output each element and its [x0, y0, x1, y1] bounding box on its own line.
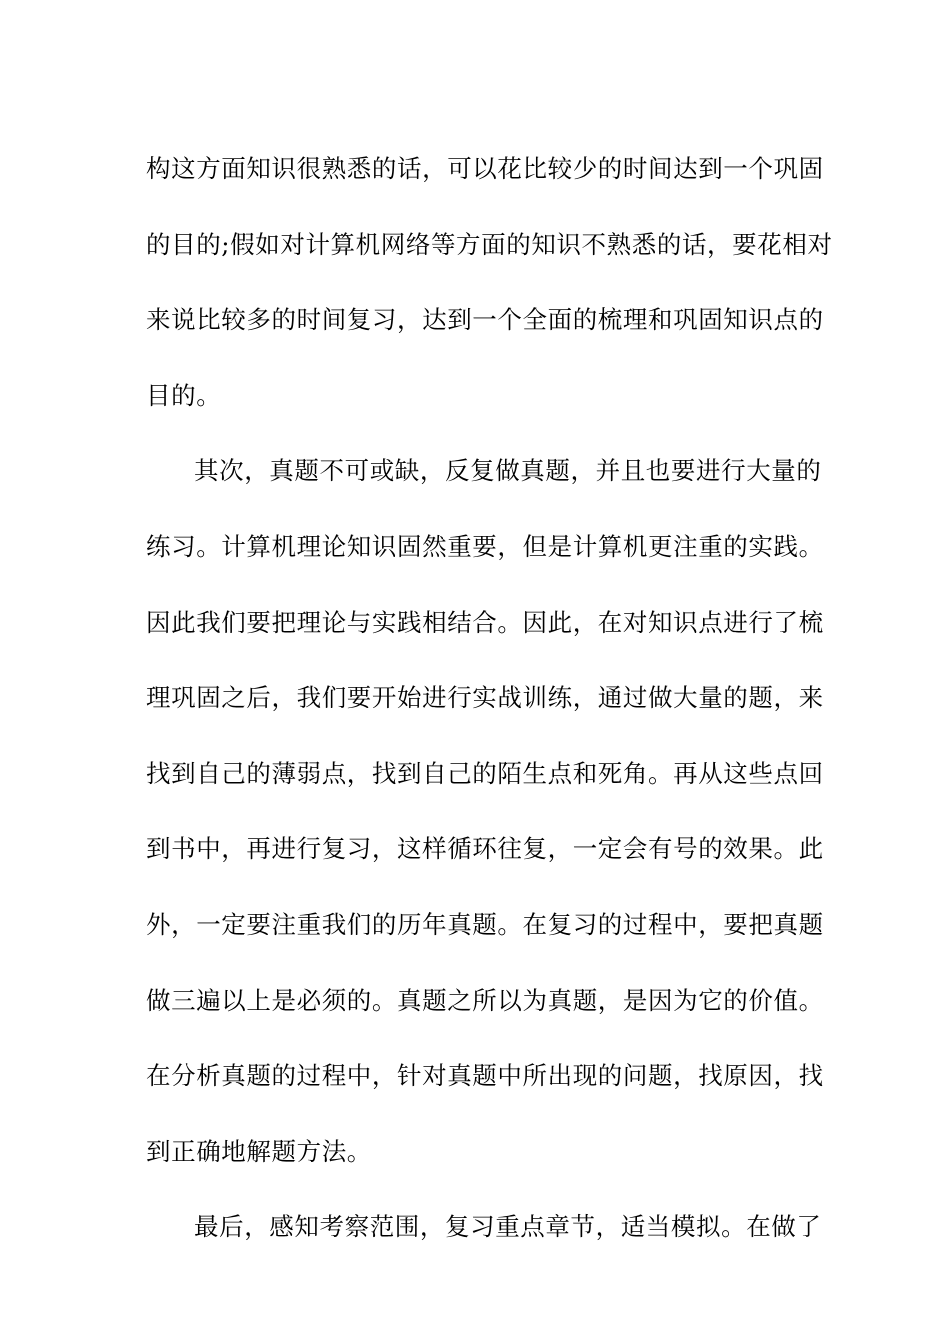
text-line: 做三遍以上是必须的。真题之所以为真题，是因为它的价值。: [146, 985, 824, 1015]
text-line: 理巩固之后，我们要开始进行实战训练，通过做大量的题，来: [146, 683, 824, 713]
text-line: 到正确地解题方法。: [146, 1136, 372, 1166]
paragraph-first-line: 其次，真题不可或缺，反复做真题，并且也要进行大量的: [194, 456, 822, 486]
text-line: 在分析真题的过程中，针对真题中所出现的问题，找原因，找: [146, 1061, 824, 1091]
text-line: 构这方面知识很熟悉的话，可以花比较少的时间达到一个巩固: [146, 154, 824, 183]
text-line: 目的。: [146, 380, 222, 410]
paragraph-first-line: 最后，感知考察范围，复习重点章节，适当模拟。在做了: [194, 1212, 822, 1242]
text-line: 的目的;假如对计算机网络等方面的知识不熟悉的话，要花相对: [146, 229, 833, 259]
text-line: 来说比较多的时间复习，达到一个全面的梳理和巩固知识点的: [146, 305, 824, 335]
text-line: 因此我们要把理论与实践相结合。因此，在对知识点进行了梳: [146, 607, 824, 637]
text-line: 找到自己的薄弱点，找到自己的陌生点和死角。再从这些点回: [146, 758, 824, 788]
text-line: 练习。计算机理论知识固然重要，但是计算机更注重的实践。: [146, 531, 824, 561]
text-line: 外，一定要注重我们的历年真题。在复习的过程中，要把真题: [146, 909, 824, 939]
document-body-text: [146, 131, 833, 1265]
text-line: 到书中，再进行复习，这样循环往复，一定会有号的效果。此: [146, 834, 824, 864]
